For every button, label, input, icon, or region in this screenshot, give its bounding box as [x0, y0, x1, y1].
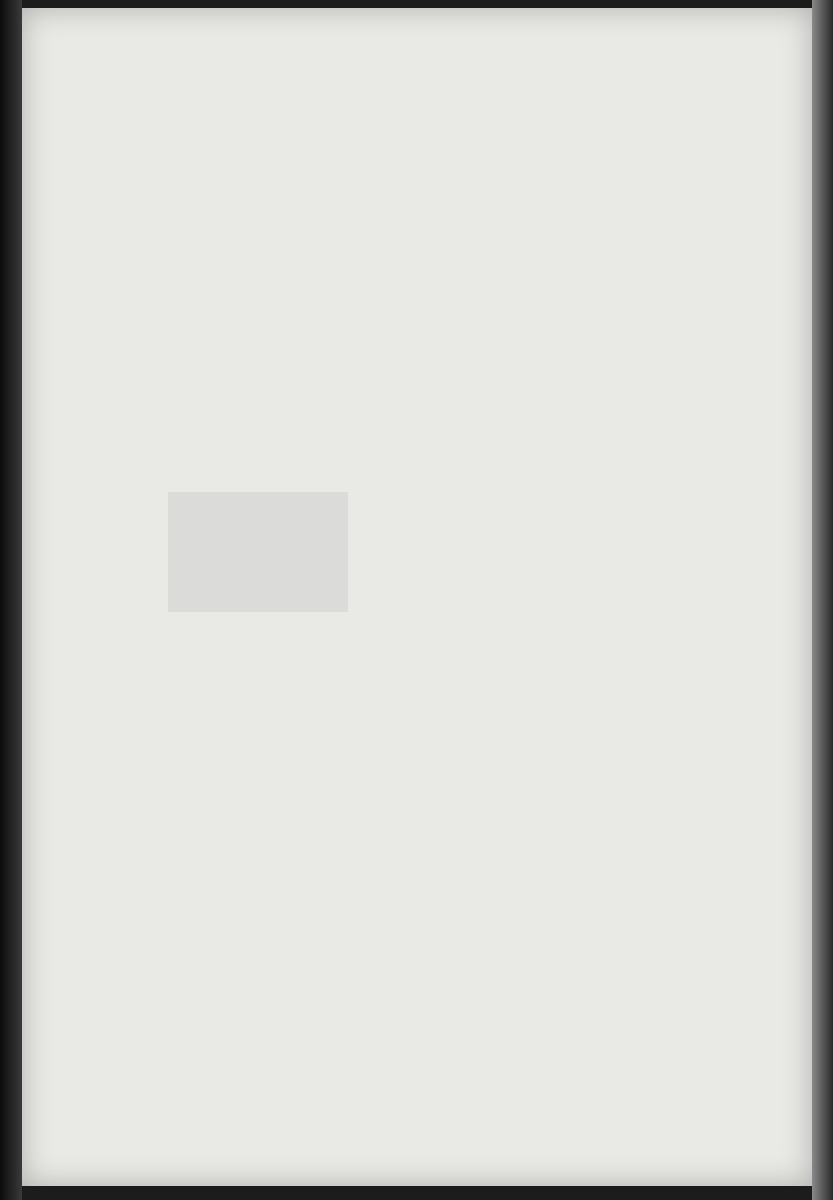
page-edge: [812, 0, 833, 1200]
music-score-top: [186, 112, 802, 342]
music-score-exercise: [186, 752, 802, 952]
show-through-mark: [168, 492, 348, 612]
book-gutter-shadow: [0, 0, 22, 1200]
